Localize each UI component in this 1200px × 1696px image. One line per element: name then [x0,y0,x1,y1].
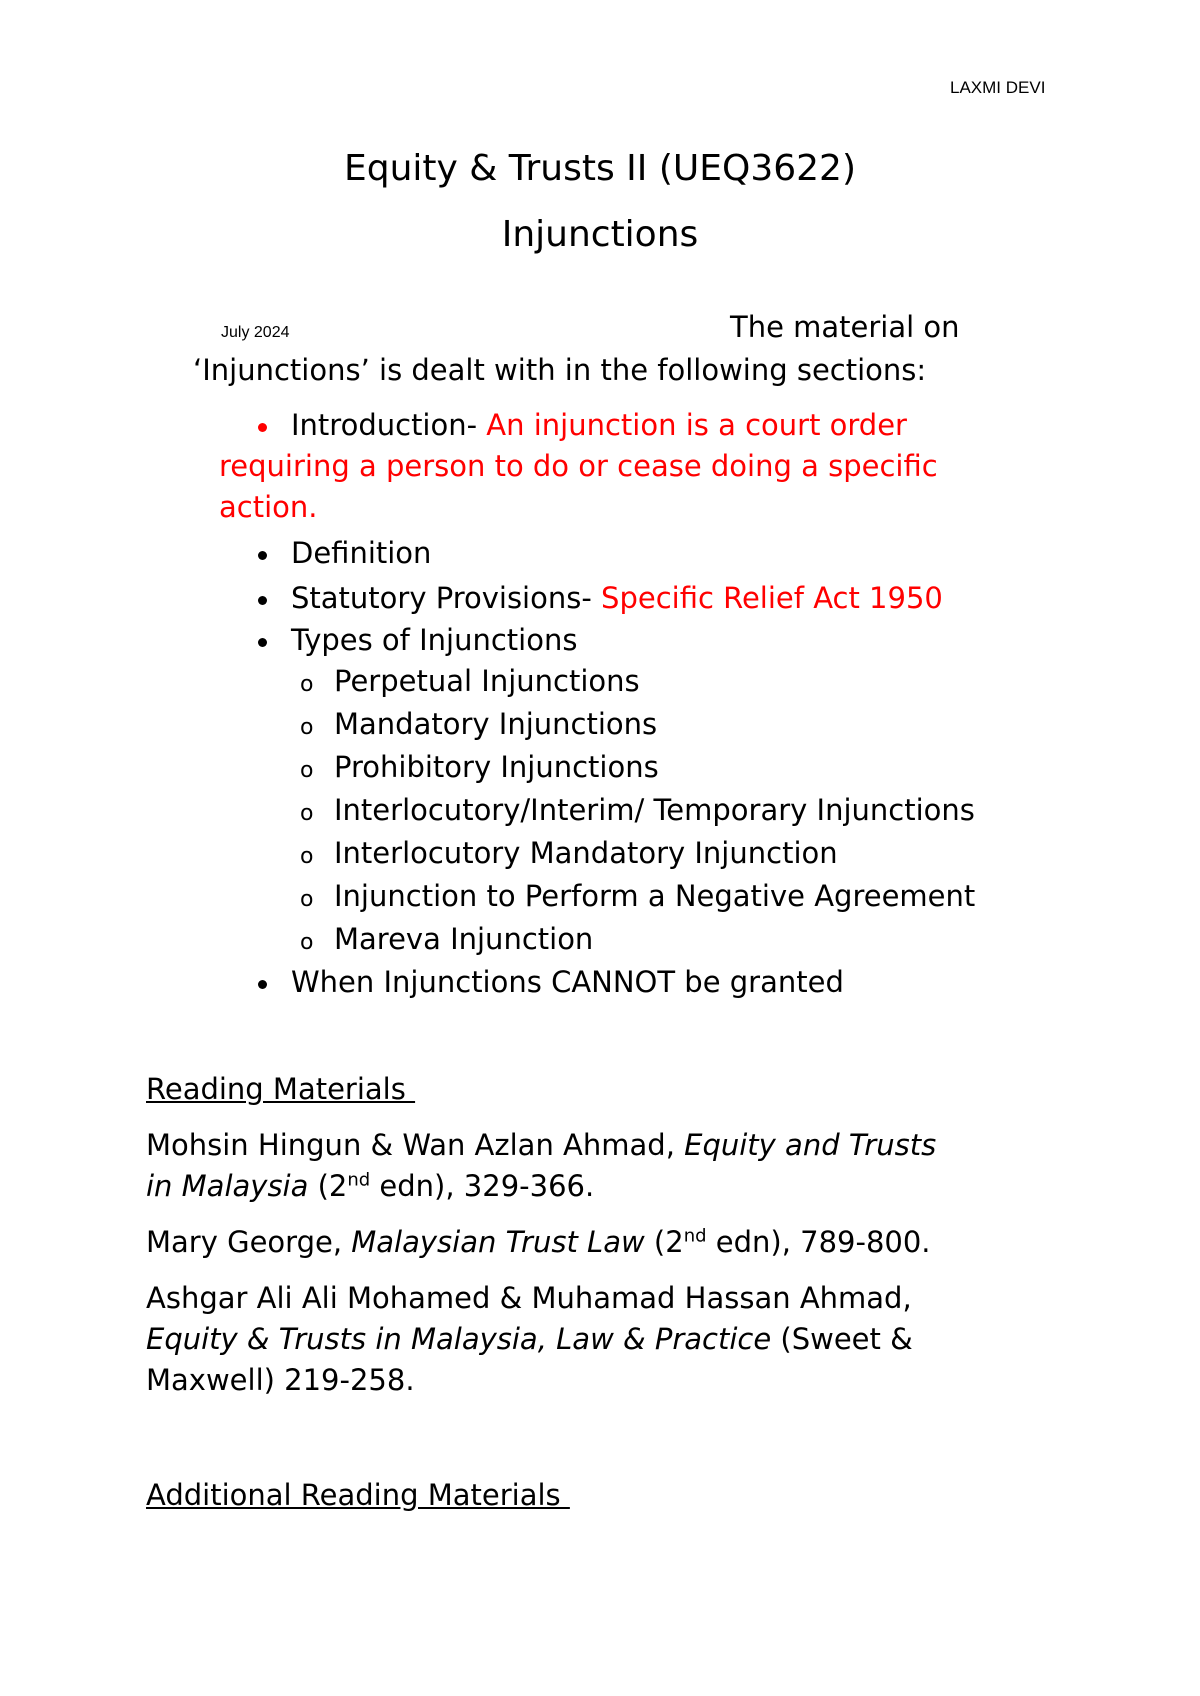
circle-bullet-icon: o [300,801,314,826]
type-item: o Prohibitory Injunctions [300,750,659,784]
bullet-dot-icon [258,551,267,560]
section-types: Types of Injunctions [291,623,578,657]
type-item: o Mandatory Injunctions [300,707,658,741]
type-item: o Mareva Injunction [300,922,594,956]
additional-reading-heading: Additional Reading Materials [146,1478,570,1512]
author-name: LAXMI DEVI [950,78,1046,97]
reading-materials-heading: Reading Materials [146,1072,416,1106]
circle-bullet-icon: o [300,758,314,783]
document-title: Equity & Trusts II (UEQ3622) [344,148,856,189]
circle-bullet-icon: o [300,887,314,912]
type-item: o Injunction to Perform a Negative Agreement [300,879,976,913]
circle-bullet-icon: o [300,715,314,740]
type-item: o Interlocutory Mandatory Injunction [300,836,838,870]
statutory-label: Statutory Provisions- [291,581,602,615]
bullet-dot-icon [258,638,267,647]
circle-bullet-icon: o [300,844,314,869]
intro-line-2: ‘Injunctions’ is dealt with in the following sections: [193,353,927,387]
section-cannot: When Injunctions CANNOT be granted [291,965,844,999]
introduction-text: An injunction is a court order [486,408,907,442]
reference-3-line-1: Ashgar Ali Ali Mohamed & Muhamad Hassan Ahmad, [146,1281,912,1315]
reference-2: Mary George, Malaysian Trust Law (2nd edn), 789-800. [146,1225,931,1259]
bullet-dot-icon [258,423,267,432]
introduction-text-end: action. [219,490,318,524]
type-item: o Interlocutory/Interim/ Temporary Injunctions [300,793,975,827]
intro-line-1: The material on [730,310,960,344]
bullet-dot-icon [258,596,267,605]
section-definition: Definition [291,536,432,570]
circle-bullet-icon: o [300,672,314,697]
reference-3-line-2: Equity & Trusts in Malaysia, Law & Practice (Sweet & [146,1322,913,1356]
introduction-label: Introduction- [291,408,487,442]
bullet-dot-icon [258,980,267,989]
statutory-text: Specific Relief Act 1950 [601,581,943,615]
type-item: o Perpetual Injunctions [300,664,640,698]
reference-3-line-3: Maxwell) 219-258. [146,1363,415,1397]
document-subtitle: Injunctions [501,214,699,255]
reference-1-line-2: in Malaysia (2nd edn), 329-366. [146,1169,595,1203]
circle-bullet-icon: o [300,930,314,955]
document-date: July 2024 [221,324,290,341]
reference-1-line-1: Mohsin Hingun & Wan Azlan Ahmad, Equity and Trusts [146,1128,937,1162]
introduction-text-continued: requiring a person to do or cease doing a specific [219,449,938,483]
section-introduction [291,408,907,442]
section-statutory [291,581,943,615]
